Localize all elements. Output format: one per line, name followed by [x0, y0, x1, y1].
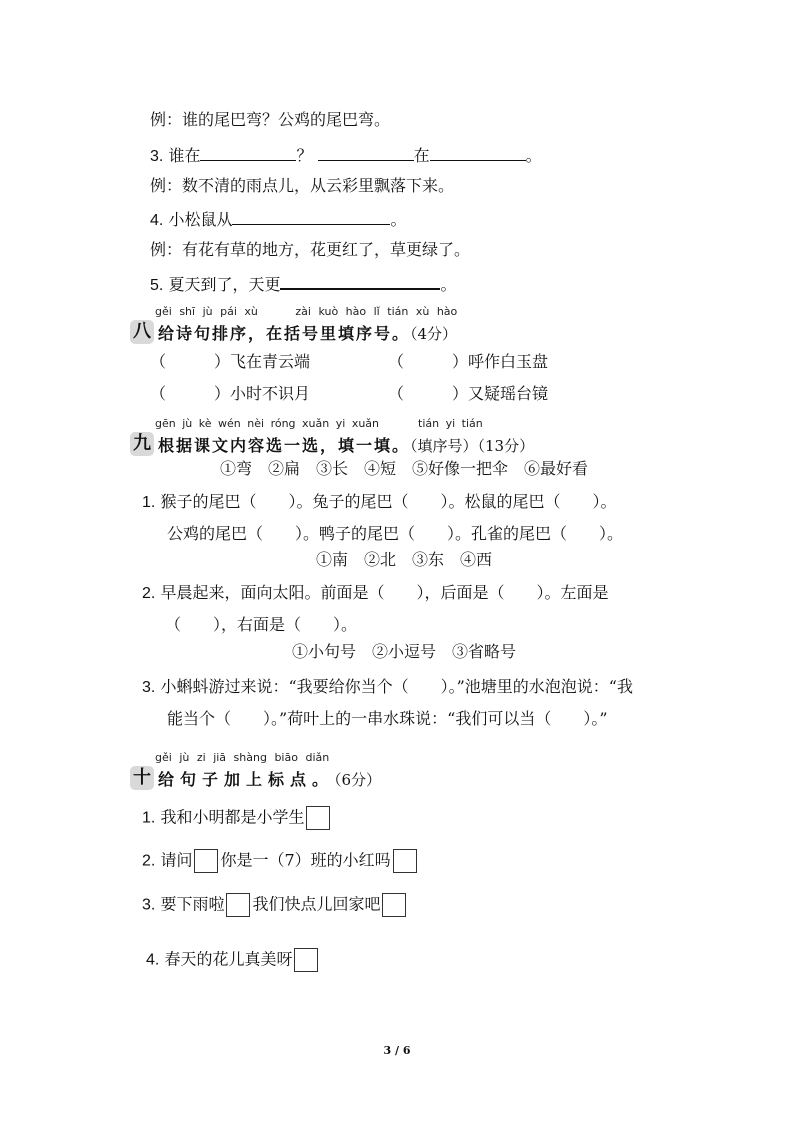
item-number: 3. — [150, 148, 164, 165]
punctuation-item — [142, 849, 419, 873]
order-item — [150, 384, 310, 404]
sentence-text: 请问 — [160, 850, 193, 870]
option-list: ①小句号 ②小逗号 ③省略号 — [292, 642, 517, 661]
section-title-text: 给句子加上标点。 — [158, 770, 335, 789]
poem-line: 又疑瑶台镜 — [468, 384, 549, 403]
question-text: 公鸡的尾巴（ ）。鸭子的尾巴（ ）。孔雀的尾巴（ ）。 — [167, 524, 624, 543]
answer-blank[interactable] — [430, 144, 526, 161]
question-5 — [150, 272, 456, 296]
question-text: 猴子的尾巴（ ）。兔子的尾巴（ ）。松鼠的尾巴（ ）。 — [160, 492, 617, 511]
option-list: ①弯 ②扁 ③长 ④短 ⑤好像一把伞 ⑥最好看 — [220, 459, 589, 478]
punctuation-box[interactable] — [226, 893, 250, 917]
punctuation-box[interactable] — [306, 806, 330, 830]
order-item — [388, 352, 548, 372]
item-text: 夏天到了，天更 — [168, 275, 281, 294]
answer-blank[interactable] — [280, 272, 440, 290]
item-text: 在 — [413, 146, 430, 165]
question-3 — [150, 144, 542, 167]
question-4 — [150, 208, 406, 231]
item-number: 4. — [146, 951, 160, 969]
answer-paren[interactable]: （ ） — [150, 384, 231, 403]
section-pinyin: gěi shī jù pái xù zài kuò hào lǐ tián xù hào — [155, 305, 458, 318]
punctuation-box[interactable] — [382, 893, 406, 917]
section-number-badge: 十 — [130, 766, 154, 790]
question-2 — [142, 583, 608, 604]
section-number-badge: 八 — [130, 320, 154, 344]
question-3 — [142, 677, 633, 698]
item-number: 2. — [142, 852, 156, 870]
section-title — [158, 767, 381, 790]
option-list: ①南 ②北 ③东 ④西 — [316, 550, 493, 569]
item-text: 谁在 — [168, 146, 201, 165]
section-score: （填序号）（13分） — [410, 437, 535, 455]
item-number: 3. — [142, 896, 156, 914]
example-line: 例：谁的尾巴弯？公鸡的尾巴弯。 — [150, 110, 391, 129]
section-pinyin: gēn jù kè wén nèi róng xuǎn yi xuǎn tián yi tián — [155, 417, 483, 430]
item-text: 。 — [440, 275, 457, 294]
punctuation-item — [146, 948, 320, 972]
item-number: 4. — [150, 212, 164, 229]
item-text: 小松鼠从 — [168, 210, 233, 229]
answer-paren[interactable]: （ ） — [388, 384, 469, 403]
question-1 — [142, 492, 616, 513]
section-score: （6分） — [334, 771, 382, 789]
example-line: 例：数不清的雨点儿，从云彩里飘落下来。 — [150, 176, 455, 195]
example-line: 例：有花有草的地方，花更红了，草更绿了。 — [150, 240, 471, 259]
answer-paren[interactable]: （ ） — [388, 352, 469, 371]
item-number: 1. — [142, 809, 156, 827]
poem-line: 小时不识月 — [230, 384, 311, 403]
item-text: 。 — [390, 210, 407, 229]
poem-line: 飞在青云端 — [230, 352, 311, 371]
answer-paren[interactable]: （ ） — [150, 352, 231, 371]
answer-blank[interactable] — [200, 144, 296, 161]
order-item — [388, 384, 548, 404]
item-number: 5. — [150, 277, 164, 294]
item-number: 2. — [142, 585, 156, 602]
section-title — [158, 321, 457, 344]
item-number: 1. — [142, 494, 156, 511]
order-item — [150, 352, 310, 372]
sentence-text: 我和小明都是小学生 — [160, 807, 305, 827]
section-title — [158, 433, 534, 456]
question-text: 早晨起来，面向太阳。前面是（ ），后面是（ ）。左面是 — [160, 583, 609, 602]
page-number: 3 / 6 — [383, 1044, 411, 1057]
section-score: （4分） — [410, 325, 458, 343]
sentence-text: 要下雨啦 — [160, 894, 225, 914]
item-number: 3. — [142, 679, 156, 696]
question-text: 能当个（ ）。”荷叶上的一串水珠说：“我们可以当（ ）。” — [167, 709, 608, 728]
punctuation-box[interactable] — [294, 948, 318, 972]
poem-line: 呼作白玉盘 — [468, 352, 549, 371]
item-text: ？ — [296, 146, 313, 165]
punctuation-box[interactable] — [393, 849, 417, 873]
answer-blank[interactable] — [318, 144, 414, 161]
punctuation-item — [142, 806, 332, 830]
punctuation-item — [142, 893, 408, 917]
question-text: 小蝌蚪游过来说：“我要给你当个（ ）。”池塘里的水泡泡说：“我 — [160, 677, 633, 696]
sentence-text: 你是一（7）班的小红吗 — [220, 850, 391, 870]
answer-blank[interactable] — [232, 208, 390, 225]
question-text: （ ），右面是（ ）。 — [165, 615, 358, 634]
sentence-text: 春天的花儿真美呀 — [164, 949, 293, 969]
sentence-text: 我们快点儿回家吧 — [252, 894, 381, 914]
section-number-badge: 九 — [130, 432, 154, 456]
section-title-text: 给诗句排序，在括号里填序号。 — [158, 324, 411, 343]
section-title-text: 根据课文内容选一选，填一填。 — [158, 436, 411, 455]
item-text: 。 — [525, 146, 542, 165]
section-pinyin: gěi jù zi jiā shàng biāo diǎn — [155, 751, 330, 764]
punctuation-box[interactable] — [194, 849, 218, 873]
